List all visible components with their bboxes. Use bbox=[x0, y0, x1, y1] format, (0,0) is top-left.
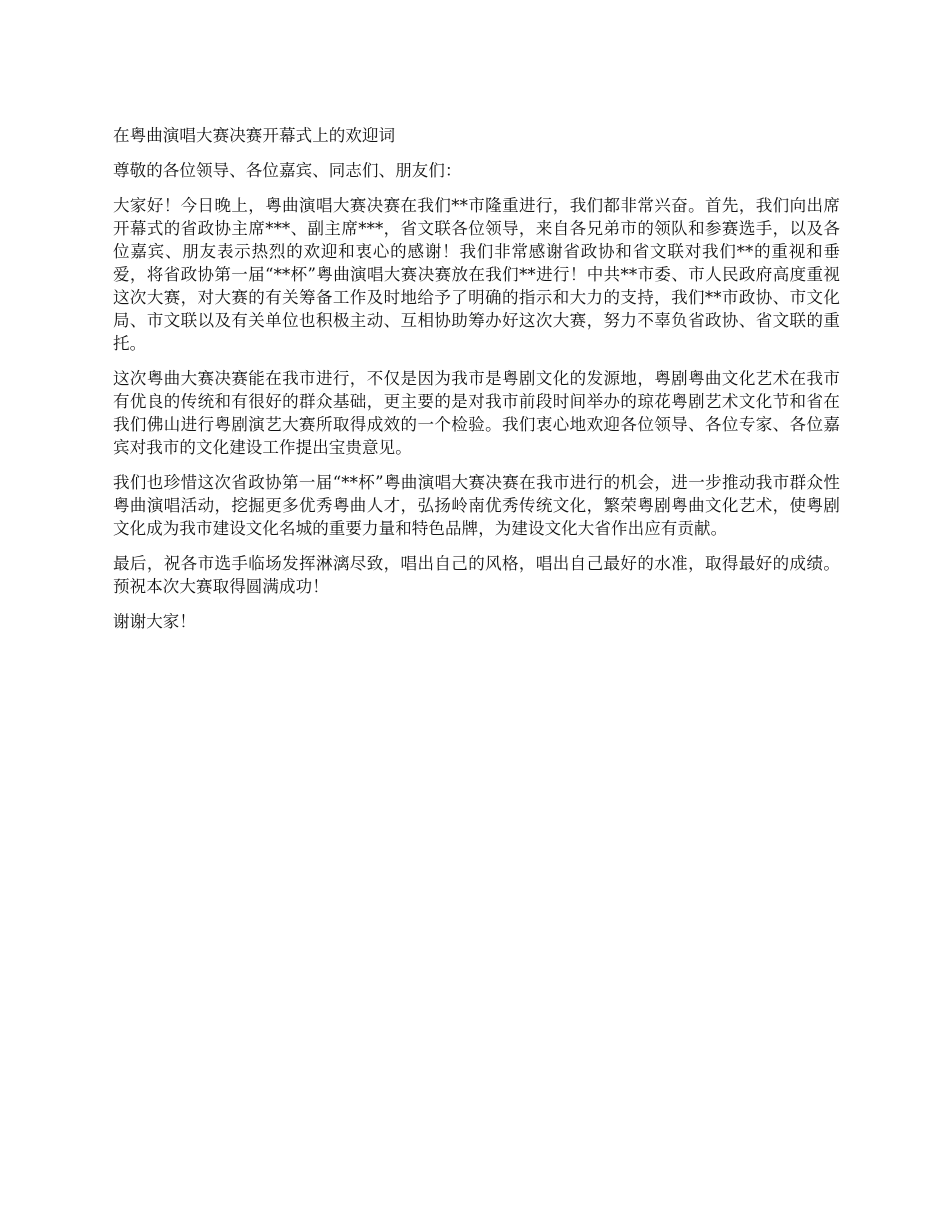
document-title: 在粤曲演唱大赛决赛开幕式上的欢迎词 bbox=[113, 126, 396, 145]
paragraph-welcome: 大家好！今日晚上，粤曲演唱大赛决赛在我们**市隆重进行，我们都非常兴奋。首先，我们向出席开幕式的省政协主席***、副主席***，省文联各位领导，来自各兄弟市的领队和参赛选手，以及各位嘉宾、朋友表示热烈的欢迎和衷心的感谢！我们非常感谢省政协和省文联对我们**的重视和垂爱，将省政协第一届“**杯”粤曲演唱大赛决赛放在我们**进行！中共**市委、市人民政府高度重视这次大赛，对大赛的有关筹备工作及时地给予了明确的指示和大力的支持，我们**市政协、市文化局、市文联以及有关单位也积极主动、互相协助筹办好这次大赛，努力不辜负省政协、省文联的重托。 bbox=[113, 196, 840, 353]
paragraph-wishes: 最后，祝各市选手临场发挥淋漓尽致，唱出自己的风格，唱出自己最好的水准，取得最好的成绩。预祝本次大赛取得圆满成功！ bbox=[113, 554, 840, 596]
document-body bbox=[113, 124, 840, 645]
paragraph-significance: 这次粤曲大赛决赛能在我市进行，不仅是因为我市是粤剧文化的发源地，粤剧粤曲文化艺术在我市有优良的传统和有很好的群众基础，更主要的是对我市前段时间举办的琼花粤剧艺术文化节和省在我们佛山进行粤剧演艺大赛所取得成效的一个检验。我们衷心地欢迎各位领导、各位专家、各位嘉宾对我市的文化建设工作提出宝贵意见。 bbox=[113, 369, 840, 457]
closing-thanks: 谢谢大家！ bbox=[113, 612, 196, 631]
paragraph-opportunity: 我们也珍惜这次省政协第一届“**杯”粤曲演唱大赛决赛在我市进行的机会，进一步推动我市群众性粤曲演唱活动，挖掘更多优秀粤曲人才，弘扬岭南优秀传统文化，繁荣粤剧粤曲文化艺术，使粤剧文化成为我市建设文化名城的重要力量和特色品牌，为建设文化大省作出应有贡献。 bbox=[113, 473, 840, 538]
salutation: 尊敬的各位领导、各位嘉宾、同志们、朋友们： bbox=[113, 161, 462, 180]
